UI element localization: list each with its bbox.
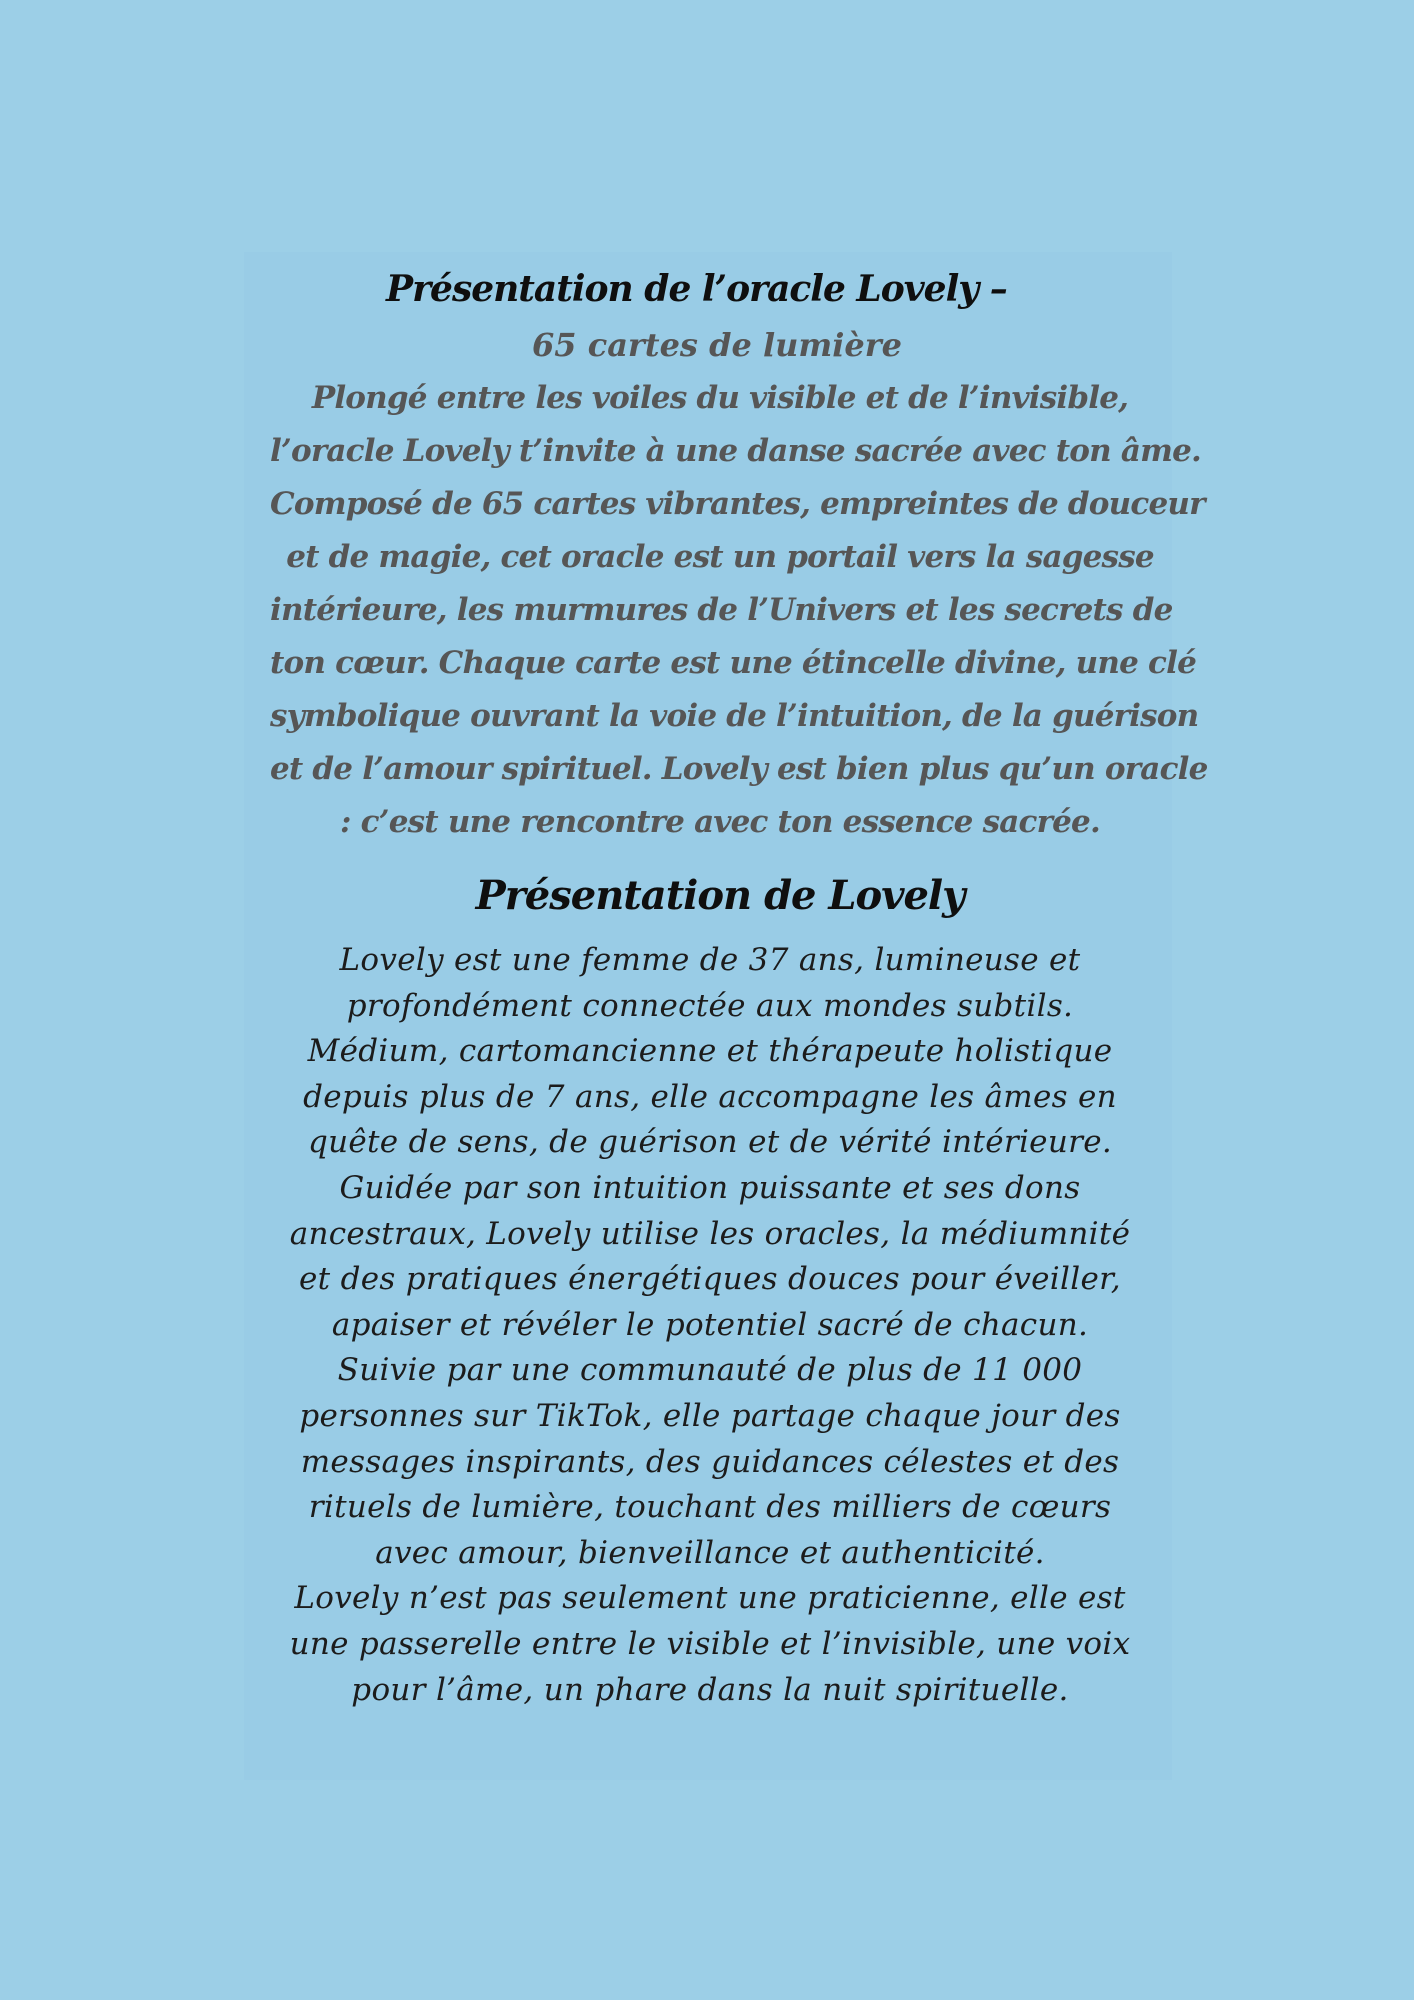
bio-line: apaiser et révéler le potentiel sacré de chacun.	[331, 1306, 1089, 1343]
description-line: symbolique ouvrant la voie de l’intuition, de la guérison	[270, 698, 1199, 734]
description-line: Plongé entre les voiles du visible et de l’invisible,	[311, 380, 1129, 416]
bio-line: messages inspirants, des guidances célestes et des	[300, 1443, 1120, 1480]
description-line: Composé de 65 cartes vibrantes, empreintes de douceur	[270, 486, 1205, 522]
description-line: : c’est une rencontre avec ton essence sacrée.	[340, 804, 1100, 840]
bio-line: ancestraux, Lovely utilise les oracles, la médiumnité	[289, 1215, 1131, 1252]
bio-line: Lovely n’est pas seulement une praticienne, elle est	[294, 1580, 1126, 1617]
description-line: et de l’amour spirituel. Lovely est bien plus qu’un oracle	[270, 751, 1208, 787]
oracle-title: Présentation de l’oracle Lovely –	[386, 268, 1007, 310]
bio-line: Lovely est une femme de 37 ans, lumineuse et	[339, 942, 1081, 978]
bio-line: Guidée par son intuition puissante et ses dons	[339, 1169, 1081, 1206]
lovely-title: Présentation de Lovely	[475, 872, 965, 919]
bio-line: quête de sens, de guérison et de vérité intérieure.	[307, 1124, 1112, 1161]
oracle-subtitle: 65 cartes de lumière	[532, 326, 902, 364]
bio-line: Suivie par une communauté de plus de 11 000	[337, 1352, 1083, 1389]
description-line: l’oracle Lovely t’invite à une danse sacrée avec ton âme.	[270, 433, 1202, 469]
bio-line: depuis plus de 7 ans, elle accompagne les âmes en	[303, 1078, 1117, 1115]
bio-line: avec amour, bienveillance et authenticité.	[375, 1534, 1045, 1571]
oracle-description	[270, 372, 1208, 849]
bio-line: et des pratiques énergétiques douces pour éveiller,	[299, 1261, 1121, 1298]
bio-line: personnes sur TikTok, elle partage chaque jour des	[299, 1397, 1121, 1434]
bio-line: profondément connectée aux mondes subtils.	[346, 987, 1074, 1024]
description-line: ton cœur. Chaque carte est une étincelle divine, une clé	[270, 645, 1196, 681]
bio-line: une passerelle entre le visible et l’invisible, une voix	[289, 1625, 1131, 1662]
bio-line: Médium, cartomancienne et thérapeute holistique	[307, 1033, 1113, 1070]
bio-line: rituels de lumière, touchant des milliers de cœurs	[308, 1489, 1112, 1526]
lovely-biography	[250, 938, 1170, 1713]
description-line: et de magie, cet oracle est un portail vers la sagesse	[286, 539, 1154, 575]
bio-line: pour l’âme, un phare dans la nuit spirituelle.	[351, 1671, 1069, 1708]
description-line: intérieure, les murmures de l’Univers et les secrets de	[270, 592, 1173, 628]
